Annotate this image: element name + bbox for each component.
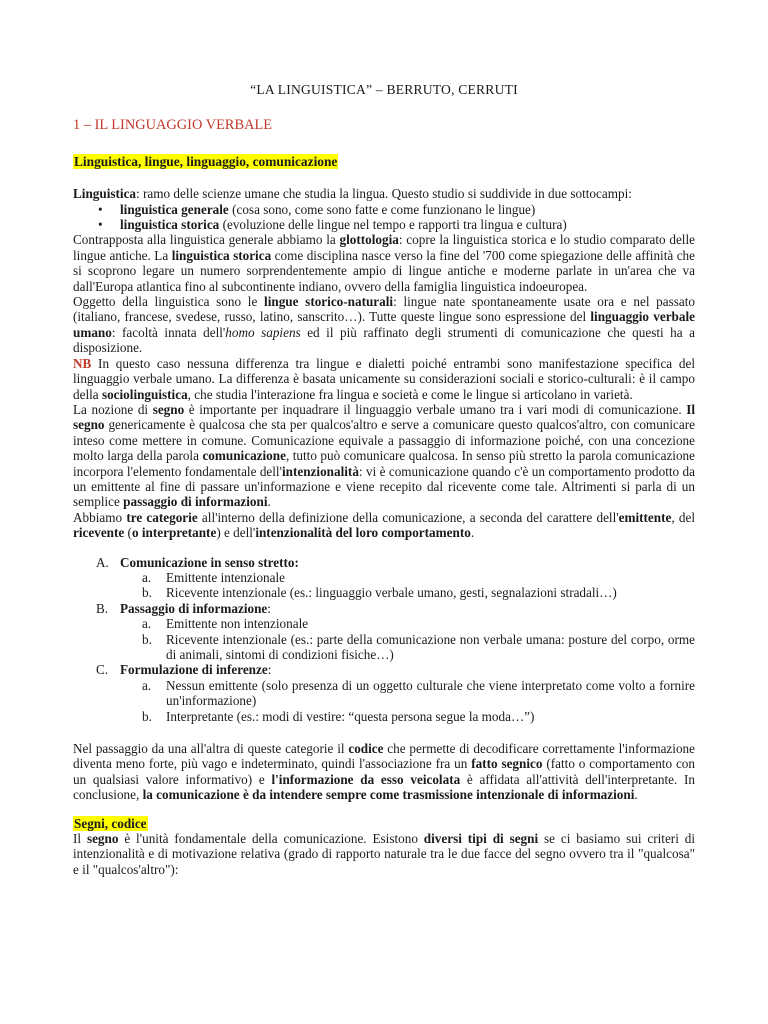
category-item: C. Formulazione di inferenze: a. Nessun emittente (solo presenza di un oggetto culturale che viene interpretato come volto a fornire un'informazione) b. Interpretante (es.: modi di vestire: “questa persona segue la moda…”): [96, 662, 695, 724]
subfield-list: [73, 202, 695, 233]
paragraph-codice: Nel passaggio da una all'altra di queste categorie il codice che permette di decodificare correttamente l'informazione diventa meno forte, più vago e indeterminato, quindi l'associazione fra un fatto segnico (fatto o comportamento con un qualsiasi valore informativo) e l'informazione da esso veicolata è affidata all'attività dell'interpretante. In conclusione, la comunicazione è da intendere sempre come trasmissione intenzionale di informazioni.: [73, 741, 695, 803]
highlighted-section-title: Segni, codice: [74, 815, 147, 831]
subcategory-list: [120, 570, 695, 601]
subcategory-list: [120, 678, 695, 724]
spacer: [73, 803, 695, 816]
spacer: [73, 724, 695, 741]
section-heading-2: [73, 816, 695, 831]
paragraph-categorie: Abbiamo tre categorie all'interno della definizione della comunicazione, a seconda del carattere dell'emittente, del ricevente (o interpretante) e dell'intenzionalità del loro comportamento.: [73, 509, 695, 541]
chapter-heading: 1 – IL LINGUAGGIO VERBALE: [73, 117, 273, 134]
list-item: a. Nessun emittente (solo presenza di un oggetto culturale che viene interpretato come volto a fornire un'informazione): [142, 677, 695, 709]
document-title: “LA LINGUISTICA” – BERRUTO, CERRUTI: [250, 82, 518, 97]
list-item: b. Ricevente intenzionale (es.: parte della comunicazione non verbale umana: posture del corpo, orme di animali, sintomi di condizioni fisiche…): [142, 631, 695, 662]
paragraph-nb: NB In questo caso nessuna differenza tra lingue e dialetti poiché entrambi sono manifestazione specifica del linguaggio verbale umano. La differenza è basata unicamente su considerazioni sociali e storico-culturali: è il campo della sociolinguistica, che studia l'interazione fra lingua e società e come le lingue si articolano in varietà.: [73, 355, 695, 402]
categories-list: [73, 555, 695, 724]
paragraph-segno: La nozione di segno è importante per inquadrare il linguaggio verbale umano tra i vari modi di comunicazione. Il segno genericamente è qualcosa che sta per qualcos'altro e serve a comunicare questo qualcos'altro, con comunicare inteso come mettere in comune. Comunicazione equivale a passaggio di informazione poiché, con una concezione molto larga della parola comunicazione, tutto può comunicare qualcosa. In senso più stretto la parola comunicazione incorpora l'elemento fondamentale dell'intenzionalità: vi è comunicazione quando c'è un comportamento prodotto da un emittente al fine di passare un'informazione e viene recepito dal ricevente come tale. Altrimenti si parla di un semplice passaggio di informazioni.: [73, 401, 696, 510]
nb-label: NB: [73, 355, 92, 371]
paragraph-linguistica: Linguistica: ramo delle scienze umane che studia la lingua. Questo studio si suddivide in due sottocampi:: [73, 186, 632, 202]
list-item: b. Interpretante (es.: modi di vestire: “questa persona segue la moda…”): [142, 708, 535, 724]
subcategory-list: [120, 616, 695, 662]
list-item: a. Emittente non intenzionale: [142, 616, 309, 632]
list-item: • linguistica generale (cosa sono, come sono fatte e come funzionano le lingue): [98, 201, 536, 217]
list-item: a. Emittente intenzionale: [142, 569, 286, 585]
section-heading-1: [73, 154, 695, 169]
category-item: B. Passaggio di informazione: a. Emittente non intenzionale b. Ricevente intenzionale (es.: parte della comunicazione non verbale umana: posture del corpo, orme di animali, sintomi di condizioni fisiche…): [96, 600, 695, 662]
highlighted-section-title: Linguistica, lingue, linguaggio, comunicazione: [74, 153, 338, 169]
paragraph-glottologia: Contrapposta alla linguistica generale abbiamo la glottologia: copre la linguistica storica e lo studio comparato delle lingue antiche. La linguistica storica come disciplina nasce verso la fine del '700 come spiegazione delle affinità che si scoprono legare un numero sorprendentemente ampio di lingue antiche e moderne parlate in un'area che va dall'Europa atlantica fino al subcontinente indiano, ovvero della famiglia linguistica indoeuropea.: [73, 232, 695, 294]
paragraph-lingue-storico-naturali: Oggetto della linguistica sono le lingue storico-naturali: lingue nate spontaneamente usate ora e nel passato (italiano, francese, svedese, russo, latino, sanscrito…). Tutte queste lingue sono espressione del linguaggio verbale umano: facoltà innata dell'homo sapiens ed il più raffinato degli strumenti di comunicazione che questi ha a disposizione.: [73, 294, 696, 356]
bullet-icon: •: [98, 217, 103, 233]
category-item: A. Comunicazione in senso stretto: a. Emittente intenzionale b. Ricevente intenzionale (es.: linguaggio verbale umano, gesti, segnalazioni stradali…): [120, 555, 695, 601]
paragraph-segni: Il segno è l'unità fondamentale della comunicazione. Esistono diversi tipi di segni se ci basiamo sui criteri di intenzionalità e di motivazione relativa (grado di rapporto naturale tra le due facce del segno ovvero tra il "qualcosa" e il "qualcos'altro"):: [73, 831, 695, 877]
list-item: b. Ricevente intenzionale (es.: linguaggio verbale umano, gesti, segnalazioni stradali…): [142, 585, 617, 601]
list-item: • linguistica storica (evoluzione delle lingue nel tempo e rapporti tra lingua e cultura): [98, 217, 567, 233]
bullet-icon: •: [98, 201, 103, 217]
